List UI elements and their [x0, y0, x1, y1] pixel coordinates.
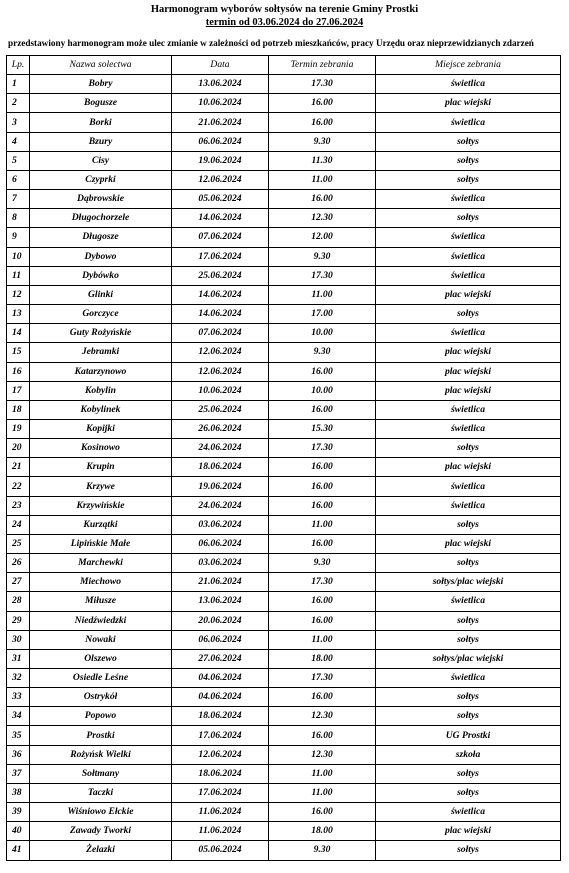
cell-lp: 5 [7, 151, 30, 170]
cell-name: Ostrykół [30, 688, 172, 707]
table-body [7, 75, 561, 860]
cell-name: Olszewo [30, 649, 172, 668]
cell-lp: 31 [7, 649, 30, 668]
cell-name: Żelazki [30, 841, 172, 860]
cell-name: Nowaki [30, 630, 172, 649]
cell-lp: 13 [7, 305, 30, 324]
cell-lp: 27 [7, 573, 30, 592]
cell-date: 18.06.2024 [172, 458, 269, 477]
cell-date: 21.06.2024 [172, 113, 269, 132]
cell-name: Katarzynowo [30, 362, 172, 381]
cell-place: sołtys [376, 554, 561, 573]
cell-place: świetlica [376, 190, 561, 209]
cell-date: 06.06.2024 [172, 534, 269, 553]
cell-date: 24.06.2024 [172, 439, 269, 458]
cell-name: Kurzątki [30, 515, 172, 534]
cell-name: Taczki [30, 783, 172, 802]
cell-date: 21.06.2024 [172, 573, 269, 592]
cell-date: 18.06.2024 [172, 707, 269, 726]
cell-lp: 23 [7, 496, 30, 515]
table-row [7, 228, 561, 247]
table-row [7, 669, 561, 688]
cell-time: 16.00 [269, 94, 376, 113]
cell-name: Osiedle Leśne [30, 669, 172, 688]
cell-name: Wiśniowo Ełckie [30, 803, 172, 822]
cell-time: 12.30 [269, 209, 376, 228]
cell-place: świetlica [376, 324, 561, 343]
document-note: przedstawiony harmonogram może ulec zmianie w zależności od potrzeb mieszkańców, pracy Urzędu oraz nieprzewidzianych zdarzeń [8, 38, 534, 48]
cell-name: Krupin [30, 458, 172, 477]
cell-place: plac wiejski [376, 285, 561, 304]
cell-time: 11.30 [269, 151, 376, 170]
document-title: Harmonogram wyborów sołtysów na terenie Gminy Prostki [150, 4, 419, 15]
cell-place: sołtys/plac wiejski [376, 649, 561, 668]
cell-time: 16.00 [269, 611, 376, 630]
cell-time: 16.00 [269, 803, 376, 822]
table-row [7, 266, 561, 285]
cell-name: Sołtmany [30, 764, 172, 783]
table-row [7, 554, 561, 573]
table-row [7, 534, 561, 553]
cell-time: 12.30 [269, 707, 376, 726]
cell-place: sołtys [376, 515, 561, 534]
cell-date: 14.06.2024 [172, 209, 269, 228]
cell-place: sołtys [376, 209, 561, 228]
cell-name: Jebramki [30, 343, 172, 362]
table-row [7, 630, 561, 649]
cell-time: 16.00 [269, 477, 376, 496]
cell-lp: 14 [7, 324, 30, 343]
cell-time: 17.30 [269, 669, 376, 688]
table-row [7, 343, 561, 362]
table-row [7, 190, 561, 209]
cell-name: Zawady Tworki [30, 822, 172, 841]
cell-name: Cisy [30, 151, 172, 170]
cell-lp: 21 [7, 458, 30, 477]
cell-place: sołtys [376, 305, 561, 324]
cell-lp: 16 [7, 362, 30, 381]
cell-lp: 19 [7, 419, 30, 438]
header-lp: Lp. [7, 56, 30, 75]
cell-date: 24.06.2024 [172, 496, 269, 515]
table-row [7, 707, 561, 726]
cell-lp: 9 [7, 228, 30, 247]
table-header-row [7, 56, 561, 75]
cell-lp: 20 [7, 439, 30, 458]
cell-time: 16.00 [269, 190, 376, 209]
cell-name: Bzury [30, 132, 172, 151]
table-row [7, 151, 561, 170]
cell-date: 04.06.2024 [172, 669, 269, 688]
header-place: Miejsce zebrania [376, 56, 561, 75]
cell-time: 10.00 [269, 324, 376, 343]
cell-time: 17.30 [269, 573, 376, 592]
cell-name: Guty Rożyńskie [30, 324, 172, 343]
cell-date: 20.06.2024 [172, 611, 269, 630]
cell-date: 04.06.2024 [172, 688, 269, 707]
cell-date: 06.06.2024 [172, 132, 269, 151]
cell-place: plac wiejski [376, 362, 561, 381]
cell-time: 16.00 [269, 688, 376, 707]
cell-name: Miłusze [30, 592, 172, 611]
cell-lp: 28 [7, 592, 30, 611]
cell-date: 11.06.2024 [172, 822, 269, 841]
cell-place: sołtys [376, 439, 561, 458]
cell-date: 18.06.2024 [172, 764, 269, 783]
cell-time: 9.30 [269, 554, 376, 573]
cell-name: Borki [30, 113, 172, 132]
cell-date: 14.06.2024 [172, 305, 269, 324]
cell-place: sołtys/plac wiejski [376, 573, 561, 592]
cell-time: 16.00 [269, 726, 376, 745]
cell-time: 16.00 [269, 496, 376, 515]
cell-place: plac wiejski [376, 94, 561, 113]
cell-time: 9.30 [269, 132, 376, 151]
cell-name: Krzywe [30, 477, 172, 496]
cell-date: 03.06.2024 [172, 554, 269, 573]
table-row [7, 764, 561, 783]
table-row [7, 592, 561, 611]
cell-name: Czyprki [30, 170, 172, 189]
cell-lp: 40 [7, 822, 30, 841]
cell-place: sołtys [376, 132, 561, 151]
cell-lp: 30 [7, 630, 30, 649]
cell-place: świetlica [376, 228, 561, 247]
cell-lp: 37 [7, 764, 30, 783]
cell-date: 25.06.2024 [172, 266, 269, 285]
table-row [7, 688, 561, 707]
table-row [7, 496, 561, 515]
cell-date: 12.06.2024 [172, 343, 269, 362]
table-row [7, 439, 561, 458]
cell-time: 17.30 [269, 266, 376, 285]
table-row [7, 803, 561, 822]
cell-place: sołtys [376, 630, 561, 649]
cell-date: 07.06.2024 [172, 228, 269, 247]
table-row [7, 745, 561, 764]
cell-date: 07.06.2024 [172, 324, 269, 343]
table-row [7, 477, 561, 496]
cell-date: 06.06.2024 [172, 630, 269, 649]
cell-date: 10.06.2024 [172, 94, 269, 113]
table-row [7, 573, 561, 592]
cell-name: Dybówko [30, 266, 172, 285]
table-row [7, 726, 561, 745]
table-row [7, 458, 561, 477]
cell-name: Kobylin [30, 381, 172, 400]
cell-lp: 17 [7, 381, 30, 400]
cell-lp: 38 [7, 783, 30, 802]
cell-name: Bobry [30, 75, 172, 94]
cell-lp: 4 [7, 132, 30, 151]
cell-name: Glinki [30, 285, 172, 304]
cell-lp: 11 [7, 266, 30, 285]
schedule-table [6, 55, 561, 861]
cell-place: plac wiejski [376, 458, 561, 477]
cell-date: 03.06.2024 [172, 515, 269, 534]
cell-date: 10.06.2024 [172, 381, 269, 400]
cell-place: świetlica [376, 400, 561, 419]
cell-lp: 15 [7, 343, 30, 362]
cell-time: 16.00 [269, 458, 376, 477]
cell-date: 17.06.2024 [172, 247, 269, 266]
cell-place: świetlica [376, 419, 561, 438]
cell-place: sołtys [376, 707, 561, 726]
cell-date: 14.06.2024 [172, 285, 269, 304]
cell-date: 19.06.2024 [172, 151, 269, 170]
cell-name: Gorczyce [30, 305, 172, 324]
cell-place: sołtys [376, 783, 561, 802]
cell-date: 13.06.2024 [172, 592, 269, 611]
table-row [7, 305, 561, 324]
cell-time: 9.30 [269, 247, 376, 266]
table-row [7, 75, 561, 94]
cell-place: sołtys [376, 841, 561, 860]
table-row [7, 170, 561, 189]
table-row [7, 247, 561, 266]
table-row [7, 400, 561, 419]
cell-time: 18.00 [269, 822, 376, 841]
cell-time: 9.30 [269, 343, 376, 362]
cell-name: Niedźwiedzki [30, 611, 172, 630]
cell-time: 11.00 [269, 783, 376, 802]
cell-place: UG Prostki [376, 726, 561, 745]
cell-name: Dąbrowskie [30, 190, 172, 209]
cell-name: Miechowo [30, 573, 172, 592]
cell-time: 12.00 [269, 228, 376, 247]
cell-place: świetlica [376, 803, 561, 822]
cell-place: plac wiejski [376, 343, 561, 362]
header-name: Nazwa solectwa [30, 56, 172, 75]
cell-time: 11.00 [269, 515, 376, 534]
cell-lp: 35 [7, 726, 30, 745]
cell-time: 17.30 [269, 439, 376, 458]
cell-name: Prostki [30, 726, 172, 745]
cell-name: Popowo [30, 707, 172, 726]
cell-place: plac wiejski [376, 534, 561, 553]
cell-name: Kosinowo [30, 439, 172, 458]
cell-lp: 26 [7, 554, 30, 573]
cell-time: 9.30 [269, 841, 376, 860]
cell-place: świetlica [376, 496, 561, 515]
cell-lp: 32 [7, 669, 30, 688]
cell-time: 16.00 [269, 592, 376, 611]
table-row [7, 209, 561, 228]
cell-time: 17.30 [269, 75, 376, 94]
cell-time: 15.30 [269, 419, 376, 438]
cell-lp: 10 [7, 247, 30, 266]
cell-place: plac wiejski [376, 381, 561, 400]
table-row [7, 822, 561, 841]
cell-lp: 12 [7, 285, 30, 304]
cell-name: Długosze [30, 228, 172, 247]
cell-date: 05.06.2024 [172, 190, 269, 209]
cell-place: świetlica [376, 247, 561, 266]
table-row [7, 324, 561, 343]
cell-date: 27.06.2024 [172, 649, 269, 668]
cell-lp: 36 [7, 745, 30, 764]
header-time: Termin zebrania [269, 56, 376, 75]
cell-place: świetlica [376, 75, 561, 94]
cell-place: plac wiejski [376, 822, 561, 841]
cell-lp: 18 [7, 400, 30, 419]
cell-time: 11.00 [269, 170, 376, 189]
header-date: Data [172, 56, 269, 75]
cell-time: 11.00 [269, 764, 376, 783]
cell-lp: 33 [7, 688, 30, 707]
cell-place: świetlica [376, 669, 561, 688]
cell-lp: 1 [7, 75, 30, 94]
cell-lp: 3 [7, 113, 30, 132]
table-row [7, 285, 561, 304]
cell-date: 05.06.2024 [172, 841, 269, 860]
cell-place: sołtys [376, 688, 561, 707]
cell-name: Długochorzele [30, 209, 172, 228]
cell-time: 10.00 [269, 381, 376, 400]
cell-place: świetlica [376, 266, 561, 285]
cell-name: Marchewki [30, 554, 172, 573]
table-row [7, 783, 561, 802]
cell-place: świetlica [376, 592, 561, 611]
cell-name: Rożyńsk Wielki [30, 745, 172, 764]
document-subtitle: termin od 03.06.2024 do 27.06.2024 [205, 17, 364, 28]
cell-date: 25.06.2024 [172, 400, 269, 419]
cell-name: Krzywińskie [30, 496, 172, 515]
cell-name: Lipińskie Małe [30, 534, 172, 553]
cell-time: 18.00 [269, 649, 376, 668]
cell-date: 13.06.2024 [172, 75, 269, 94]
cell-lp: 2 [7, 94, 30, 113]
table-row [7, 649, 561, 668]
cell-lp: 29 [7, 611, 30, 630]
cell-lp: 24 [7, 515, 30, 534]
cell-time: 12.30 [269, 745, 376, 764]
cell-place: świetlica [376, 477, 561, 496]
cell-lp: 8 [7, 209, 30, 228]
cell-time: 16.00 [269, 362, 376, 381]
cell-lp: 25 [7, 534, 30, 553]
table-row [7, 113, 561, 132]
table-row [7, 515, 561, 534]
cell-place: sołtys [376, 611, 561, 630]
cell-date: 17.06.2024 [172, 726, 269, 745]
cell-time: 16.00 [269, 534, 376, 553]
cell-lp: 34 [7, 707, 30, 726]
cell-date: 12.06.2024 [172, 362, 269, 381]
cell-time: 11.00 [269, 630, 376, 649]
cell-place: sołtys [376, 170, 561, 189]
table-row [7, 841, 561, 860]
cell-place: szkoła [376, 745, 561, 764]
cell-place: sołtys [376, 764, 561, 783]
cell-lp: 39 [7, 803, 30, 822]
cell-time: 11.00 [269, 285, 376, 304]
cell-place: świetlica [376, 113, 561, 132]
cell-date: 19.06.2024 [172, 477, 269, 496]
cell-name: Kobylinek [30, 400, 172, 419]
table-row [7, 611, 561, 630]
cell-name: Kopijki [30, 419, 172, 438]
table-row [7, 419, 561, 438]
cell-name: Bogusze [30, 94, 172, 113]
table-row [7, 132, 561, 151]
table-row [7, 94, 561, 113]
cell-date: 26.06.2024 [172, 419, 269, 438]
cell-name: Dybowo [30, 247, 172, 266]
cell-lp: 6 [7, 170, 30, 189]
cell-time: 16.00 [269, 400, 376, 419]
cell-lp: 22 [7, 477, 30, 496]
cell-time: 16.00 [269, 113, 376, 132]
cell-lp: 41 [7, 841, 30, 860]
cell-date: 12.06.2024 [172, 745, 269, 764]
cell-place: sołtys [376, 151, 561, 170]
cell-lp: 7 [7, 190, 30, 209]
table-row [7, 362, 561, 381]
cell-date: 11.06.2024 [172, 803, 269, 822]
cell-time: 17.00 [269, 305, 376, 324]
cell-date: 12.06.2024 [172, 170, 269, 189]
cell-date: 17.06.2024 [172, 783, 269, 802]
table-row [7, 381, 561, 400]
